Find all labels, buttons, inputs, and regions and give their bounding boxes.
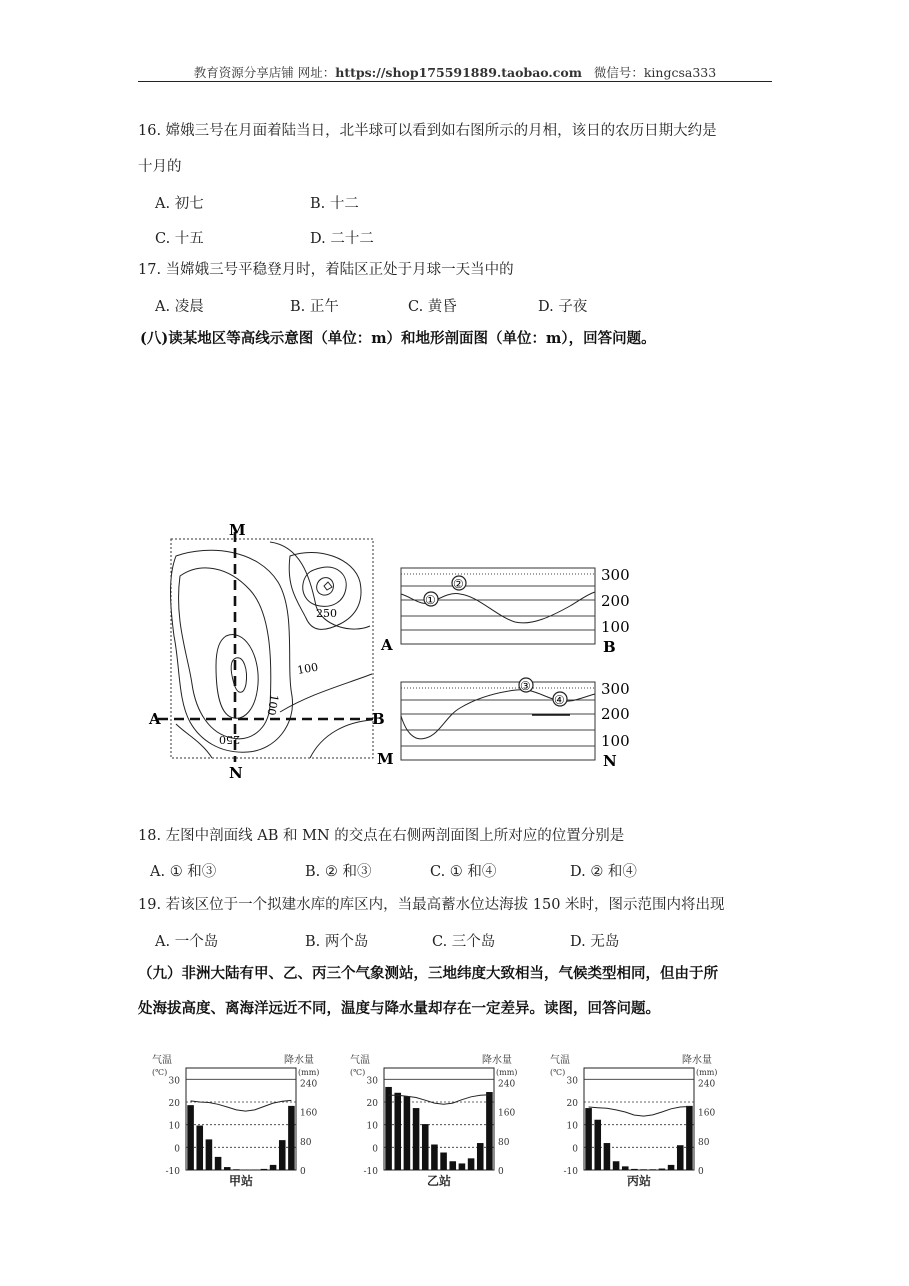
contour-figure [140, 516, 650, 784]
header-divider [138, 81, 772, 82]
precip-bar-4 [613, 1161, 620, 1170]
right-tick-160: 160 [300, 1108, 318, 1119]
precip-bar-12 [686, 1106, 693, 1170]
q18-option-d: D. ② 和④ [570, 864, 637, 880]
station-title: 丙站 [626, 1174, 652, 1188]
right-tick-0: 0 [698, 1167, 704, 1177]
precip-bar-3 [404, 1096, 411, 1170]
q19-option-d: D. 无岛 [570, 934, 620, 950]
right-tick-80: 80 [698, 1137, 710, 1148]
left-tick-0: 0 [372, 1144, 378, 1155]
precip-bar-7 [440, 1153, 447, 1170]
precip-bar-8 [649, 1169, 656, 1170]
left-tick-30: 30 [566, 1076, 578, 1087]
unit-right: (mm) [496, 1068, 518, 1077]
q19-stem: 19. 若该区位于一个拟建水库的库区内，当最高蓄水位达海拔 150 米时，图示范围内将出现 [138, 897, 725, 913]
precip-bar-5 [622, 1166, 629, 1170]
q17-option-a: A. 凌晨 [155, 299, 204, 315]
precip-bar-6 [631, 1169, 638, 1170]
precip-bar-5 [224, 1167, 231, 1170]
unit-right: (mm) [696, 1068, 718, 1077]
q16-option-d: D. 二十二 [310, 231, 374, 247]
ylabel-left: 气温 [152, 1055, 172, 1066]
left-tick-10: 10 [566, 1121, 578, 1132]
left-tick-30: 30 [366, 1076, 378, 1087]
precip-bar-11 [279, 1140, 286, 1170]
precip-bar-11 [477, 1143, 484, 1170]
q16-stem-line2: 十月的 [138, 159, 182, 175]
left-tick--10: -10 [363, 1167, 378, 1177]
profile-ab-marker-2: ② [453, 577, 464, 591]
precip-bar-2 [394, 1093, 401, 1170]
climate-chart-2 [348, 1052, 523, 1192]
precip-bar-10 [270, 1165, 277, 1170]
precip-bar-10 [468, 1158, 475, 1170]
header-shop-label: 教育资源分享店铺 网址： [193, 65, 336, 80]
ylabel-left: 气温 [550, 1055, 570, 1066]
q18-stem: 18. 左图中剖面线 AB 和 MN 的交点在右侧两剖面图上所对应的位置分别是 [138, 828, 625, 844]
precip-bar-7 [640, 1169, 647, 1170]
profile-mn-marker-3: ③ [520, 679, 531, 693]
q17-option-c: C. 黄昏 [408, 299, 457, 315]
precip-bar-11 [677, 1145, 684, 1170]
ylabel-right: 降水量 [284, 1055, 314, 1066]
left-tick-0: 0 [572, 1144, 578, 1155]
precip-bar-2 [196, 1126, 203, 1170]
precip-bar-4 [413, 1108, 420, 1170]
q17-option-b: B. 正午 [290, 299, 339, 315]
precip-bar-12 [486, 1092, 493, 1170]
left-tick--10: -10 [563, 1167, 578, 1177]
precip-bar-6 [431, 1145, 438, 1171]
precip-bar-5 [422, 1124, 429, 1170]
climate-charts [150, 1052, 730, 1242]
precip-bar-3 [604, 1143, 611, 1170]
precip-bar-1 [385, 1087, 392, 1170]
precip-bar-1 [187, 1105, 194, 1170]
profile-mn [377, 678, 630, 770]
right-tick-0: 0 [498, 1167, 504, 1177]
precip-bar-9 [459, 1163, 466, 1170]
precip-bar-2 [594, 1120, 601, 1170]
left-tick-0: 0 [174, 1144, 180, 1155]
right-tick-80: 80 [498, 1137, 510, 1148]
q18-option-a: A. ① 和③ [150, 864, 217, 880]
precip-bar-6 [233, 1169, 240, 1170]
contour-label-100-left: 100 [264, 693, 281, 717]
right-tick-160: 160 [498, 1108, 516, 1119]
page-header [138, 63, 772, 81]
right-tick-80: 80 [300, 1137, 312, 1148]
q16-option-c: C. 十五 [155, 231, 204, 247]
left-tick--10: -10 [165, 1167, 180, 1177]
profile-ab [380, 566, 630, 656]
profile-ab-tick-300: 300 [601, 566, 630, 584]
q19-option-a: A. 一个岛 [155, 934, 219, 950]
header-wechat: 微信号：kingcsa333 [593, 65, 717, 80]
station-title: 甲站 [228, 1174, 254, 1188]
unit-left: (℃) [350, 1068, 366, 1077]
left-tick-10: 10 [168, 1121, 180, 1132]
profile-ab-label-b: B [603, 638, 616, 656]
precip-bar-1 [585, 1108, 592, 1170]
ylabel-left: 气温 [350, 1055, 370, 1066]
contour-label-250-bottom: 250 [219, 733, 240, 746]
right-tick-160: 160 [698, 1108, 716, 1119]
q16-option-a: A. 初七 [155, 196, 204, 212]
precip-bar-12 [288, 1106, 295, 1170]
q19-option-b: B. 两个岛 [305, 934, 369, 950]
contour-label-100-mid: 100 [296, 660, 320, 677]
right-tick-0: 0 [300, 1167, 306, 1177]
profile-ab-label-a: A [381, 636, 393, 654]
left-tick-20: 20 [168, 1099, 180, 1109]
precip-bar-9 [659, 1169, 666, 1170]
contour-label-250-top: 250 [316, 607, 337, 620]
profile-mn-tick-200: 200 [601, 705, 630, 723]
q16-stem-line1: 16. 嫦娥三号在月面着陆当日，北半球可以看到如右图所示的月相，该日的农历日期大约是 [138, 123, 717, 139]
section8-heading: (八)读某地区等高线示意图（单位：m）和地形剖面图（单位：m），回答问题。 [140, 330, 656, 347]
header-url[interactable]: https://shop175591889.taobao.com [335, 65, 582, 80]
unit-right: (mm) [298, 1068, 320, 1077]
section9-line1: （九）非洲大陆有甲、乙、丙三个气象测站，三地纬度大致相当，气候类型相同，但由于所 [138, 965, 718, 982]
section9-line2: 处海拔高度、离海洋远近不同，温度与降水量却存在一定差异。读图，回答问题。 [138, 1000, 660, 1017]
q16-option-b: B. 十二 [310, 196, 359, 212]
profile-mn-marker-4: ④ [554, 693, 565, 707]
left-tick-10: 10 [366, 1121, 378, 1132]
q19-option-c: C. 三个岛 [432, 934, 496, 950]
precip-bar-4 [215, 1157, 222, 1170]
climate-chart-1 [150, 1052, 325, 1192]
profile-mn-label-m: M [377, 750, 394, 768]
unit-left: (℃) [550, 1068, 566, 1077]
left-tick-30: 30 [168, 1076, 180, 1087]
precip-bar-9 [261, 1169, 268, 1170]
ylabel-right: 降水量 [482, 1055, 512, 1066]
label-a-map: A [149, 710, 161, 728]
right-tick-240: 240 [498, 1079, 516, 1090]
profile-ab-tick-100: 100 [601, 618, 630, 636]
right-tick-240: 240 [698, 1079, 716, 1090]
unit-left: (℃) [152, 1068, 168, 1077]
ylabel-right: 降水量 [682, 1055, 712, 1066]
left-tick-20: 20 [366, 1099, 378, 1109]
q17-stem: 17. 当嫦娥三号平稳登月时，着陆区正处于月球一天当中的 [138, 262, 514, 278]
q18-option-c: C. ① 和④ [430, 864, 497, 880]
label-b-map: B [372, 710, 385, 728]
contour-map [148, 521, 385, 782]
profile-mn-tick-100: 100 [601, 732, 630, 750]
profile-ab-tick-200: 200 [601, 592, 630, 610]
climate-chart-3 [548, 1052, 723, 1192]
q18-option-b: B. ② 和③ [305, 864, 372, 880]
label-n-bottom: N [229, 764, 243, 782]
precip-bar-3 [206, 1139, 213, 1170]
label-m-top: M [229, 521, 246, 539]
precip-bar-8 [449, 1161, 456, 1170]
left-tick-20: 20 [566, 1099, 578, 1109]
precip-bar-10 [668, 1165, 675, 1170]
profile-mn-label-n: N [603, 752, 617, 770]
profile-ab-marker-1: ① [425, 593, 436, 607]
right-tick-240: 240 [300, 1079, 318, 1090]
q17-option-d: D. 子夜 [538, 299, 588, 315]
station-title: 乙站 [426, 1174, 452, 1188]
profile-mn-tick-300: 300 [601, 680, 630, 698]
